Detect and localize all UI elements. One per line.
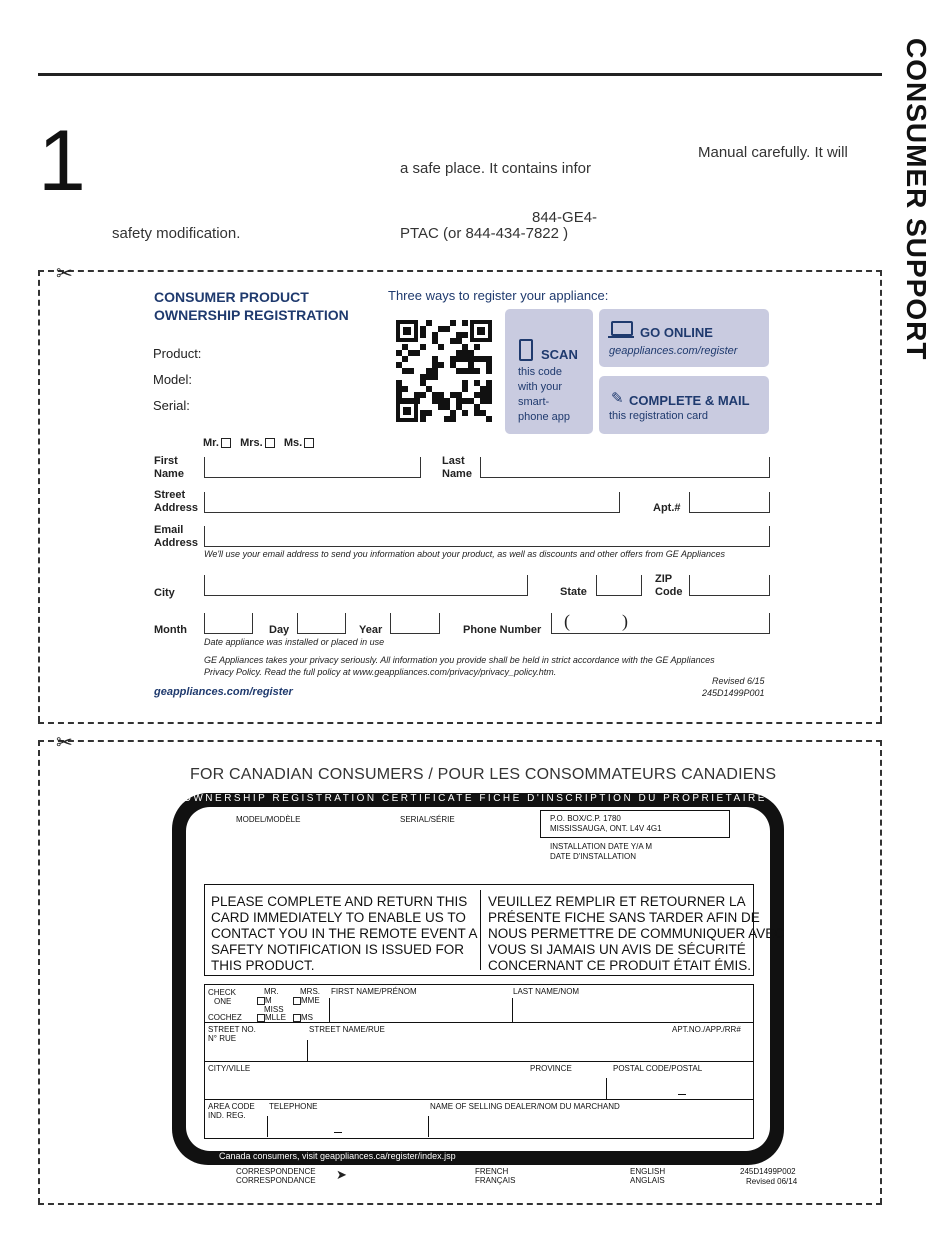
postal-label-ca: POSTAL CODE/POSTAL — [613, 1064, 703, 1073]
phone-field[interactable]: ( ) — [551, 613, 770, 634]
mrs-label-ca: MRS. — [300, 987, 320, 996]
serial-label-ca: SERIAL/SÉRIE — [400, 815, 455, 824]
city-label: City — [154, 587, 175, 599]
website-link[interactable]: geappliances.com/register — [154, 686, 293, 698]
part-number: 245D1499P001 — [702, 688, 765, 698]
model-label-ca: MODEL/MODÈLE — [236, 815, 301, 824]
intro-line-2: a safe place. It contains infor — [400, 160, 591, 177]
canada-footer: Canada consumers, visit geappliances.ca/register/index.jsp — [219, 1151, 456, 1161]
cut-line-left — [38, 270, 40, 722]
po-box: P.O. BOX/C.P. 1780 MISSISSAUGA, ONT. L4V 4G1 — [540, 810, 730, 838]
mrs-label: Mrs. — [240, 437, 263, 449]
cochez-label: COCHEZ — [208, 1013, 242, 1022]
dealer-label-ca: NAME OF SELLING DEALER/NOM DU MARCHAND — [430, 1102, 620, 1111]
street-label: Street Address — [154, 489, 199, 514]
registration-heading: CONSUMER PRODUCT OWNERSHIP REGISTRATION — [154, 289, 349, 323]
miss-option-ca[interactable]: MLLE — [257, 1013, 286, 1022]
online-title: GO ONLINE — [640, 325, 713, 340]
first-name-label: First Name — [154, 455, 184, 480]
product-label: Product: — [153, 346, 202, 361]
first-name-label-ca: FIRST NAME/PRÉNOM — [331, 987, 417, 996]
date-note: Date appliance was installed or placed in use — [204, 637, 385, 647]
state-field[interactable] — [596, 575, 642, 596]
side-title: CONSUMER SUPPORT — [901, 38, 932, 361]
notice-english: PLEASE COMPLETE AND RETURN THIS CARD IMMEDIATELY TO ENABLE US TO CONTACT YOU IN THE REMOTE EVENT A SAFETY NOTIFICATION IS ISSUED FOR THIS PRODUCT. — [211, 894, 478, 973]
ms-checkbox[interactable] — [304, 438, 314, 448]
mrs-checkbox[interactable] — [265, 438, 275, 448]
scissors-icon: ✂ — [56, 263, 73, 285]
mail-title: COMPLETE & MAIL — [629, 393, 750, 408]
cut-line-top-2 — [38, 740, 882, 742]
last-name-field[interactable] — [480, 457, 770, 478]
street-name-label-ca: STREET NAME/RUE — [309, 1025, 385, 1034]
last-name-label: Last Name — [442, 455, 472, 480]
city-label-ca: CITY/VILLE — [208, 1064, 251, 1073]
online-url[interactable]: geappliances.com/register — [609, 345, 738, 357]
zip-field[interactable] — [689, 575, 770, 596]
day-label: Day — [269, 624, 290, 636]
privacy-line-2: Privacy Policy. Read the full policy at www.geappliances.com/privacy/privacy_policy.htm. — [204, 667, 557, 677]
apt-label-ca: APT.NO./APP./RR# — [672, 1025, 741, 1034]
ms-label: Ms. — [283, 437, 303, 449]
revised-label: Revised 6/15 — [712, 676, 765, 686]
salutation-group — [203, 437, 314, 450]
mr-label: Mr. — [203, 437, 219, 449]
model-label: Model: — [153, 372, 193, 387]
cut-line-right-2 — [880, 740, 882, 1204]
email-label: Email Address — [154, 524, 199, 549]
street-field[interactable] — [204, 492, 620, 513]
pencil-icon: ✎ — [611, 390, 624, 407]
day-field[interactable] — [297, 613, 346, 634]
notice-french: VEUILLEZ REMPLIR ET RETOURNER LA PRÉSENTE FICHE SANS TARDER AFIN DE NOUS PERMETTRE DE COMMUNIQUER AVEC VOUS SI JAMAIS UN AVIS DE SÉCURITÉ CONCERNANT CE PRODUIT ÉTAIT ÉMIS. — [488, 894, 785, 973]
mail-text: this registration card — [609, 410, 709, 422]
first-name-field[interactable] — [204, 457, 421, 478]
part-number-ca: 245D1499P002 — [740, 1167, 796, 1176]
area-code-label-ca: AREA CODE IND. REG. — [208, 1102, 255, 1120]
correspondence-label: CORRESPONDENCE CORRESPONDANCE — [236, 1167, 316, 1185]
laptop-icon — [611, 321, 633, 336]
certificate-title: OWNERSHIP REGISTRATION CERTIFICATE FICHE D'INSCRIPTION DU PROPRIETAIRE — [183, 793, 767, 804]
last-name-label-ca: LAST NAME/NOM — [513, 987, 580, 996]
month-field[interactable] — [204, 613, 253, 634]
phone-label: Phone Number — [463, 624, 542, 636]
intro-line-3: 844-GE4- — [532, 209, 598, 226]
ways-to-register: Three ways to register your appliance: — [388, 288, 609, 303]
mr-label-ca: MR. — [264, 987, 279, 996]
telephone-label-ca: TELEPHONE — [269, 1102, 318, 1111]
cut-line-bottom-2 — [38, 1203, 882, 1205]
year-label: Year — [359, 624, 383, 636]
scan-text: this code with your smart- phone app — [518, 366, 570, 423]
zip-label: ZIP Code — [655, 573, 683, 598]
state-label: State — [560, 586, 587, 598]
arrow-right-icon: ➤ — [336, 1167, 347, 1182]
cut-line-left-2 — [38, 740, 40, 1204]
check-one-label: CHECK ONE — [208, 988, 237, 1006]
province-label-ca: PROVINCE — [530, 1064, 572, 1073]
cut-line-right — [880, 270, 882, 722]
smartphone-icon — [519, 339, 533, 361]
scan-card — [505, 309, 593, 434]
step-number: 1 — [38, 113, 86, 209]
french-option[interactable]: FRENCH FRANÇAIS — [475, 1167, 516, 1185]
ms-option-ca[interactable]: MS — [293, 1013, 313, 1022]
go-online-card[interactable] — [599, 309, 769, 367]
qr-code-icon — [396, 320, 492, 422]
miss-label-ca: MISS — [264, 1005, 284, 1014]
mrs-option-ca[interactable]: MME — [293, 996, 320, 1005]
canadian-heading: FOR CANADIAN CONSUMERS / POUR LES CONSOMMATEURS CANADIENS — [190, 766, 777, 783]
city-field[interactable] — [204, 575, 528, 596]
serial-label: Serial: — [153, 398, 190, 413]
top-rule — [38, 73, 882, 76]
cut-line-top — [38, 270, 882, 272]
apt-label: Apt.# — [653, 502, 681, 514]
email-note: We'll use your email address to send you information about your product, as well as discounts and other offers from GE Appliances — [204, 549, 725, 559]
cut-line-bottom — [38, 722, 882, 724]
intro-line-4b: PTAC (or 844-434-7822 ) — [400, 225, 569, 242]
install-date-label: INSTALLATION DATE Y/A M — [550, 842, 653, 851]
complete-mail-card — [599, 376, 769, 434]
revised-label-ca: Revised 06/14 — [746, 1177, 798, 1186]
email-field[interactable] — [204, 526, 770, 547]
install-date-label-fr: DATE D'INSTALLATION — [550, 852, 636, 861]
scan-title: SCAN — [541, 347, 578, 362]
english-option[interactable]: ENGLISH ANGLAIS — [630, 1167, 666, 1185]
mr-option-ca[interactable]: M — [257, 996, 272, 1005]
month-label: Month — [154, 624, 187, 636]
street-no-label-ca: STREET NO. N° RUE — [208, 1025, 256, 1043]
mr-checkbox[interactable] — [221, 438, 231, 448]
intro-line-1: Manual carefully. It will — [698, 144, 848, 161]
intro-line-4a: safety modification. — [112, 225, 241, 242]
scissors-icon: ✂ — [56, 732, 73, 754]
year-field[interactable] — [390, 613, 440, 634]
privacy-line-1: GE Appliances takes your privacy seriously. All information you provide shall be held in strict accordance with the GE Appliances — [204, 655, 715, 665]
apt-field[interactable] — [689, 492, 770, 513]
